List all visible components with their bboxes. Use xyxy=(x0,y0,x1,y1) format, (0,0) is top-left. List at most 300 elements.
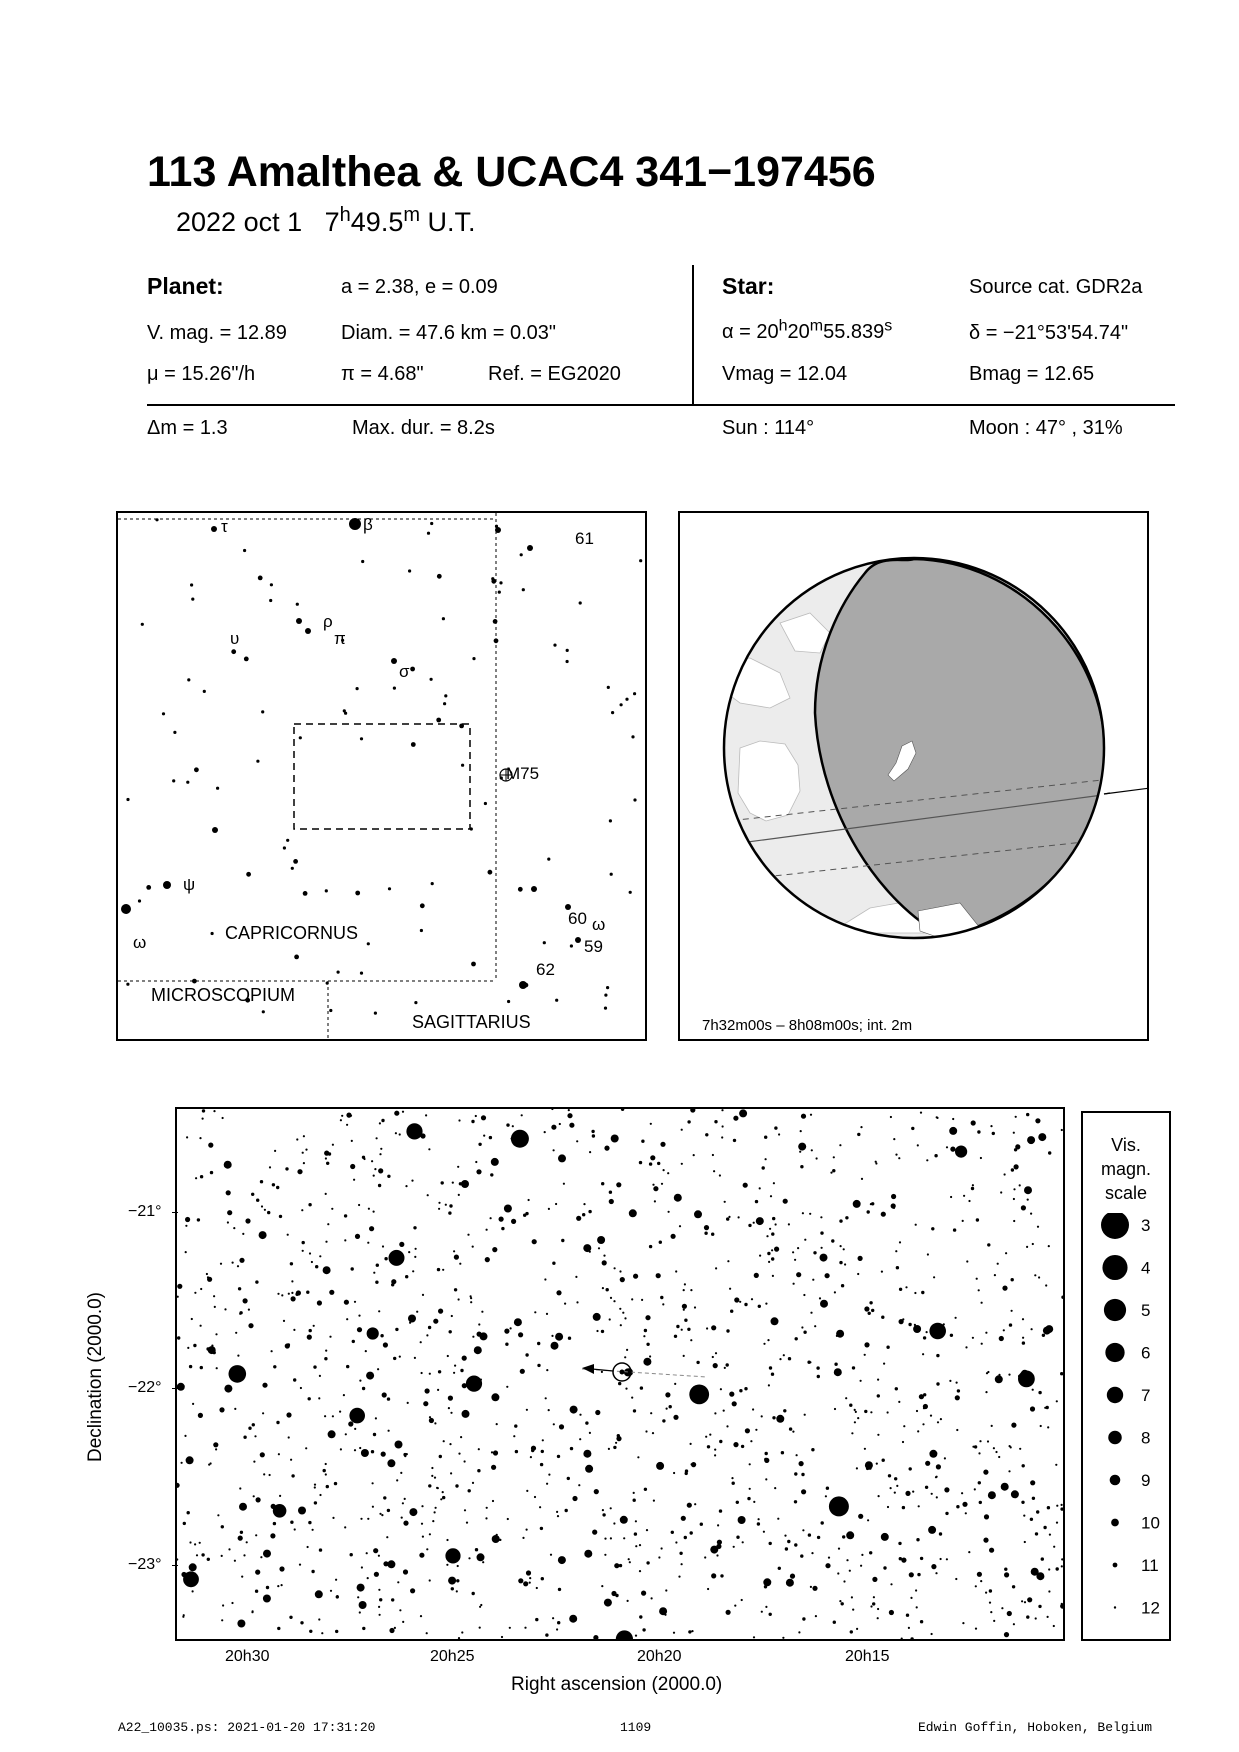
field-star xyxy=(839,1600,841,1602)
field-star xyxy=(387,1509,390,1512)
field-star xyxy=(1053,1625,1055,1627)
field-star xyxy=(752,1408,754,1410)
field-star xyxy=(200,1288,202,1290)
field-star xyxy=(434,1422,436,1424)
field-star xyxy=(643,1335,645,1337)
field-star xyxy=(1022,1337,1024,1339)
field-star xyxy=(301,1209,303,1211)
field-star xyxy=(810,1312,812,1314)
label-omega-right: ω xyxy=(592,915,606,934)
field-star xyxy=(921,1291,924,1294)
field-star xyxy=(184,1435,186,1437)
finder-star xyxy=(555,999,558,1002)
field-star xyxy=(1048,1151,1051,1154)
field-star xyxy=(989,1548,994,1553)
field-star xyxy=(881,1271,883,1273)
field-star xyxy=(704,1556,706,1558)
field-star xyxy=(803,1294,805,1296)
finder-star xyxy=(625,698,628,701)
field-star xyxy=(252,1423,255,1426)
field-star xyxy=(971,1187,974,1190)
field-star xyxy=(757,1522,760,1525)
field-star xyxy=(934,1154,937,1157)
field-star xyxy=(376,1137,378,1139)
field-star xyxy=(985,1332,987,1334)
field-star xyxy=(426,1632,428,1634)
field-star xyxy=(343,1394,345,1396)
field-star xyxy=(811,1448,814,1451)
field-star xyxy=(373,1211,375,1213)
field-star xyxy=(381,1119,384,1122)
field-star xyxy=(325,1241,327,1243)
finder-star xyxy=(344,712,347,715)
finder-star xyxy=(303,891,308,896)
field-star xyxy=(350,1553,353,1556)
field-star xyxy=(220,1263,222,1265)
field-star xyxy=(278,1453,280,1455)
field-star xyxy=(536,1587,538,1589)
field-star xyxy=(505,1343,508,1346)
field-star xyxy=(658,1556,660,1558)
field-star xyxy=(501,1636,503,1638)
field-star xyxy=(690,1289,692,1291)
field-star xyxy=(994,1274,996,1276)
field-star xyxy=(887,1411,889,1413)
field-star xyxy=(217,1514,219,1516)
field-star xyxy=(787,1540,790,1543)
field-star xyxy=(975,1585,977,1587)
field-star xyxy=(291,1474,294,1477)
field-star xyxy=(256,1497,261,1502)
field-star xyxy=(974,1488,976,1490)
field-star xyxy=(623,1537,625,1539)
field-star xyxy=(402,1502,404,1504)
field-star xyxy=(481,1311,483,1313)
field-star xyxy=(946,1558,948,1560)
legend-mag-label: 10 xyxy=(1141,1513,1160,1533)
field-star xyxy=(523,1581,528,1586)
field-star xyxy=(234,1408,236,1410)
field-star xyxy=(464,1460,466,1462)
field-star xyxy=(956,1429,958,1431)
finder-star xyxy=(361,560,364,563)
field-star xyxy=(555,1203,557,1205)
finder-star xyxy=(337,971,340,974)
finder-chart xyxy=(116,511,647,1041)
finder-star xyxy=(286,839,289,842)
field-star xyxy=(717,1524,719,1526)
field-star xyxy=(820,1216,822,1218)
field-star xyxy=(917,1573,920,1576)
field-star xyxy=(955,1146,967,1158)
field-star xyxy=(845,1397,847,1399)
field-star xyxy=(540,1527,543,1530)
field-star xyxy=(429,1533,431,1535)
field-star xyxy=(293,1378,296,1381)
finder-star xyxy=(203,690,206,693)
field-star xyxy=(870,1605,872,1607)
field-star xyxy=(1009,1323,1012,1326)
finder-star xyxy=(360,972,363,975)
field-star xyxy=(957,1389,960,1392)
field-star xyxy=(620,1277,625,1282)
field-star xyxy=(358,1315,360,1317)
field-star xyxy=(1000,1191,1002,1193)
field-star xyxy=(985,1391,987,1393)
field-star xyxy=(602,1260,607,1265)
field-star xyxy=(524,1627,526,1629)
field-star xyxy=(733,1116,738,1121)
finder-star xyxy=(391,658,397,664)
field-star xyxy=(681,1516,686,1521)
field-star xyxy=(768,1261,770,1263)
field-star xyxy=(464,1509,466,1511)
field-star xyxy=(716,1554,718,1556)
field-star xyxy=(201,1553,204,1556)
field-star xyxy=(860,1565,862,1567)
field-star xyxy=(575,1276,577,1278)
field-star xyxy=(518,1332,523,1337)
field-star xyxy=(377,1368,379,1370)
field-star xyxy=(477,1332,482,1337)
finder-star xyxy=(329,1009,332,1012)
field-star xyxy=(568,1109,570,1111)
field-star xyxy=(403,1569,408,1574)
field-star xyxy=(1030,1480,1035,1485)
field-star xyxy=(372,1506,374,1508)
field-star xyxy=(776,1415,784,1423)
field-star xyxy=(558,1588,561,1591)
field-star xyxy=(588,1210,591,1213)
field-star xyxy=(472,1592,475,1595)
field-star xyxy=(206,1347,209,1350)
field-star xyxy=(489,1136,492,1139)
field-star xyxy=(299,1564,301,1566)
field-star xyxy=(1055,1464,1057,1466)
field-star xyxy=(684,1283,686,1285)
field-star xyxy=(739,1109,747,1117)
field-star xyxy=(646,1343,649,1346)
field-star xyxy=(905,1286,907,1288)
field-star xyxy=(470,1295,472,1297)
table-rule xyxy=(147,404,1175,406)
finder-star xyxy=(256,760,259,763)
field-star xyxy=(248,1427,251,1430)
field-star xyxy=(323,1266,331,1274)
field-star xyxy=(362,1387,365,1390)
field-star xyxy=(851,1596,853,1598)
field-star xyxy=(997,1263,999,1265)
legend-mag-label: 9 xyxy=(1141,1471,1151,1490)
field-star xyxy=(727,1260,729,1262)
y-axis-label: Declination (2000.0) xyxy=(85,1291,106,1463)
field-star xyxy=(890,1116,892,1118)
field-star xyxy=(652,1432,654,1434)
field-star xyxy=(917,1144,919,1146)
field-star xyxy=(238,1536,243,1541)
field-star xyxy=(615,1442,617,1444)
field-star xyxy=(420,1341,422,1343)
globe-caption: 7h32m00s – 8h08m00s; int. 2m xyxy=(702,1017,913,1034)
field-star xyxy=(668,1211,670,1213)
finder-star xyxy=(191,598,194,601)
field-star xyxy=(563,1183,565,1185)
field-star xyxy=(784,1535,786,1537)
field-star xyxy=(425,1388,430,1393)
field-star xyxy=(765,1478,767,1480)
field-star xyxy=(861,1554,863,1556)
field-star xyxy=(373,1433,376,1436)
field-star xyxy=(324,1415,326,1417)
field-star xyxy=(234,1560,236,1562)
field-star xyxy=(759,1255,761,1257)
finder-star xyxy=(283,846,286,849)
field-star xyxy=(186,1456,194,1464)
field-star xyxy=(972,1184,974,1186)
field-star xyxy=(379,1122,381,1124)
field-star xyxy=(729,1288,731,1290)
field-star xyxy=(341,1115,343,1117)
field-star xyxy=(684,1536,687,1539)
field-star xyxy=(666,1408,668,1410)
field-star xyxy=(765,1158,767,1160)
field-star xyxy=(394,1111,399,1116)
field-star xyxy=(753,1501,755,1503)
field-star xyxy=(726,1363,729,1366)
field-star xyxy=(198,1413,203,1418)
field-star xyxy=(738,1516,746,1524)
field-star xyxy=(288,1436,290,1438)
field-star xyxy=(762,1166,765,1169)
field-star xyxy=(253,1495,255,1497)
field-star xyxy=(733,1442,738,1447)
field-star xyxy=(896,1266,899,1269)
field-star xyxy=(796,1272,801,1277)
field-star xyxy=(1004,1632,1009,1637)
field-star xyxy=(798,1143,806,1151)
finder-star xyxy=(420,903,425,908)
field-star xyxy=(373,1175,375,1177)
field-star xyxy=(206,1273,208,1275)
field-star xyxy=(271,1350,273,1352)
field-star xyxy=(406,1123,422,1139)
field-star xyxy=(778,1133,780,1135)
field-star xyxy=(908,1627,910,1629)
field-star xyxy=(525,1212,528,1215)
field-star xyxy=(255,1534,257,1536)
field-star xyxy=(881,1212,886,1217)
field-star xyxy=(360,1518,362,1520)
field-star xyxy=(650,1123,652,1125)
field-star xyxy=(277,1585,279,1587)
field-star xyxy=(919,1394,924,1399)
field-star xyxy=(239,1258,244,1263)
field-star xyxy=(838,1548,840,1550)
field-star xyxy=(705,1436,707,1438)
field-star xyxy=(391,1598,394,1601)
finder-star xyxy=(609,819,612,822)
field-star xyxy=(331,1208,333,1210)
field-star xyxy=(262,1383,267,1388)
field-star xyxy=(621,1109,624,1111)
field-star xyxy=(428,1484,431,1487)
field-star xyxy=(915,1224,917,1226)
field-star xyxy=(743,1183,748,1188)
field-star xyxy=(414,1357,416,1359)
field-star xyxy=(570,1447,573,1450)
field-star xyxy=(857,1133,860,1136)
field-star xyxy=(291,1280,293,1282)
finder-star xyxy=(507,1000,510,1003)
field-star xyxy=(431,1475,433,1477)
field-star xyxy=(522,1537,524,1539)
field-star xyxy=(451,1315,453,1317)
label-sigma: σ xyxy=(399,662,410,681)
field-star xyxy=(683,1355,685,1357)
field-star xyxy=(898,1542,901,1545)
finder-star xyxy=(427,532,430,535)
field-star xyxy=(846,1531,854,1539)
field-star xyxy=(833,1621,836,1624)
field-star xyxy=(987,1243,990,1246)
label-tau: τ xyxy=(221,517,228,536)
field-star xyxy=(714,1449,716,1451)
field-star xyxy=(898,1157,900,1159)
finder-star xyxy=(461,764,464,767)
field-star xyxy=(714,1454,716,1456)
field-star xyxy=(514,1424,517,1427)
label-m75: M75 xyxy=(506,764,540,783)
field-star xyxy=(616,1630,633,1639)
field-star xyxy=(530,1456,532,1458)
field-star xyxy=(733,1139,736,1142)
field-star xyxy=(628,1558,630,1560)
field-star xyxy=(887,1506,889,1508)
field-star xyxy=(397,1581,399,1583)
field-star xyxy=(771,1317,779,1325)
field-star xyxy=(786,1579,794,1587)
field-star xyxy=(864,1410,867,1413)
planet-motion: μ = 15.26"/h xyxy=(147,363,256,385)
field-star xyxy=(844,1263,846,1265)
finder-star xyxy=(527,545,533,551)
field-star xyxy=(834,1408,836,1410)
field-star xyxy=(365,1350,367,1352)
field-star xyxy=(949,1127,957,1135)
field-star xyxy=(1030,1518,1033,1521)
field-star xyxy=(841,1284,844,1287)
field-star xyxy=(445,1548,460,1563)
field-star xyxy=(690,1443,692,1445)
field-star xyxy=(255,1570,260,1575)
finder-star xyxy=(296,618,302,624)
field-star xyxy=(357,1584,365,1592)
field-star xyxy=(314,1486,316,1488)
field-star xyxy=(671,1234,676,1239)
field-star xyxy=(326,1485,329,1488)
field-star xyxy=(753,1222,755,1224)
field-star xyxy=(1031,1568,1039,1576)
field-star xyxy=(202,1109,205,1112)
field-star xyxy=(1061,1296,1063,1299)
field-star xyxy=(850,1630,853,1633)
field-star xyxy=(830,1172,832,1174)
field-star xyxy=(774,1247,779,1252)
field-star xyxy=(272,1183,275,1186)
field-star xyxy=(815,1615,817,1617)
field-star xyxy=(769,1613,772,1616)
field-star xyxy=(480,1379,482,1381)
field-star xyxy=(1026,1113,1029,1116)
field-star xyxy=(296,1138,298,1140)
field-star xyxy=(944,1457,946,1459)
field-star xyxy=(821,1521,824,1524)
field-star xyxy=(1026,1246,1028,1248)
field-star xyxy=(602,1513,605,1516)
field-star xyxy=(423,1401,428,1406)
field-star xyxy=(192,1403,194,1405)
field-star xyxy=(260,1556,262,1558)
field-star xyxy=(303,1162,305,1164)
field-star xyxy=(843,1248,845,1250)
field-star xyxy=(663,1169,665,1171)
field-star xyxy=(619,1564,622,1567)
field-star xyxy=(243,1436,246,1439)
australia-shape xyxy=(738,741,800,821)
field-star xyxy=(803,1331,806,1334)
field-star xyxy=(592,1530,597,1535)
field-star xyxy=(719,1440,722,1443)
field-star xyxy=(928,1526,936,1534)
field-star xyxy=(724,1367,726,1369)
field-star xyxy=(673,1472,675,1474)
field-star xyxy=(491,1393,499,1401)
field-star xyxy=(366,1372,374,1380)
field-star xyxy=(526,1409,528,1411)
field-star xyxy=(450,1472,452,1474)
field-star xyxy=(916,1538,919,1541)
field-star xyxy=(877,1379,879,1381)
field-star xyxy=(811,1552,813,1554)
field-star xyxy=(956,1505,959,1508)
field-star xyxy=(634,1532,637,1535)
label-beta: β xyxy=(363,515,373,534)
field-star xyxy=(472,1482,474,1484)
finder-star xyxy=(262,1010,265,1013)
field-star xyxy=(387,1175,390,1178)
finder-star xyxy=(414,1001,417,1004)
field-star xyxy=(431,1467,433,1469)
field-star xyxy=(485,1517,487,1519)
field-star xyxy=(541,1577,544,1580)
field-star xyxy=(328,1430,336,1438)
field-star xyxy=(903,1425,905,1427)
page-title: 113 Amalthea & UCAC4 341−197456 xyxy=(147,148,876,196)
field-star xyxy=(361,1566,363,1568)
field-star xyxy=(643,1358,651,1366)
field-star xyxy=(911,1127,914,1130)
field-star xyxy=(794,1259,796,1261)
field-star xyxy=(650,1412,652,1414)
field-star xyxy=(771,1232,774,1235)
field-star xyxy=(569,1615,577,1623)
field-star xyxy=(330,1590,332,1592)
field-star xyxy=(558,1556,566,1564)
field-star xyxy=(297,1169,302,1174)
field-star xyxy=(857,1273,859,1275)
field-star xyxy=(1048,1568,1050,1570)
column-divider xyxy=(692,265,694,405)
